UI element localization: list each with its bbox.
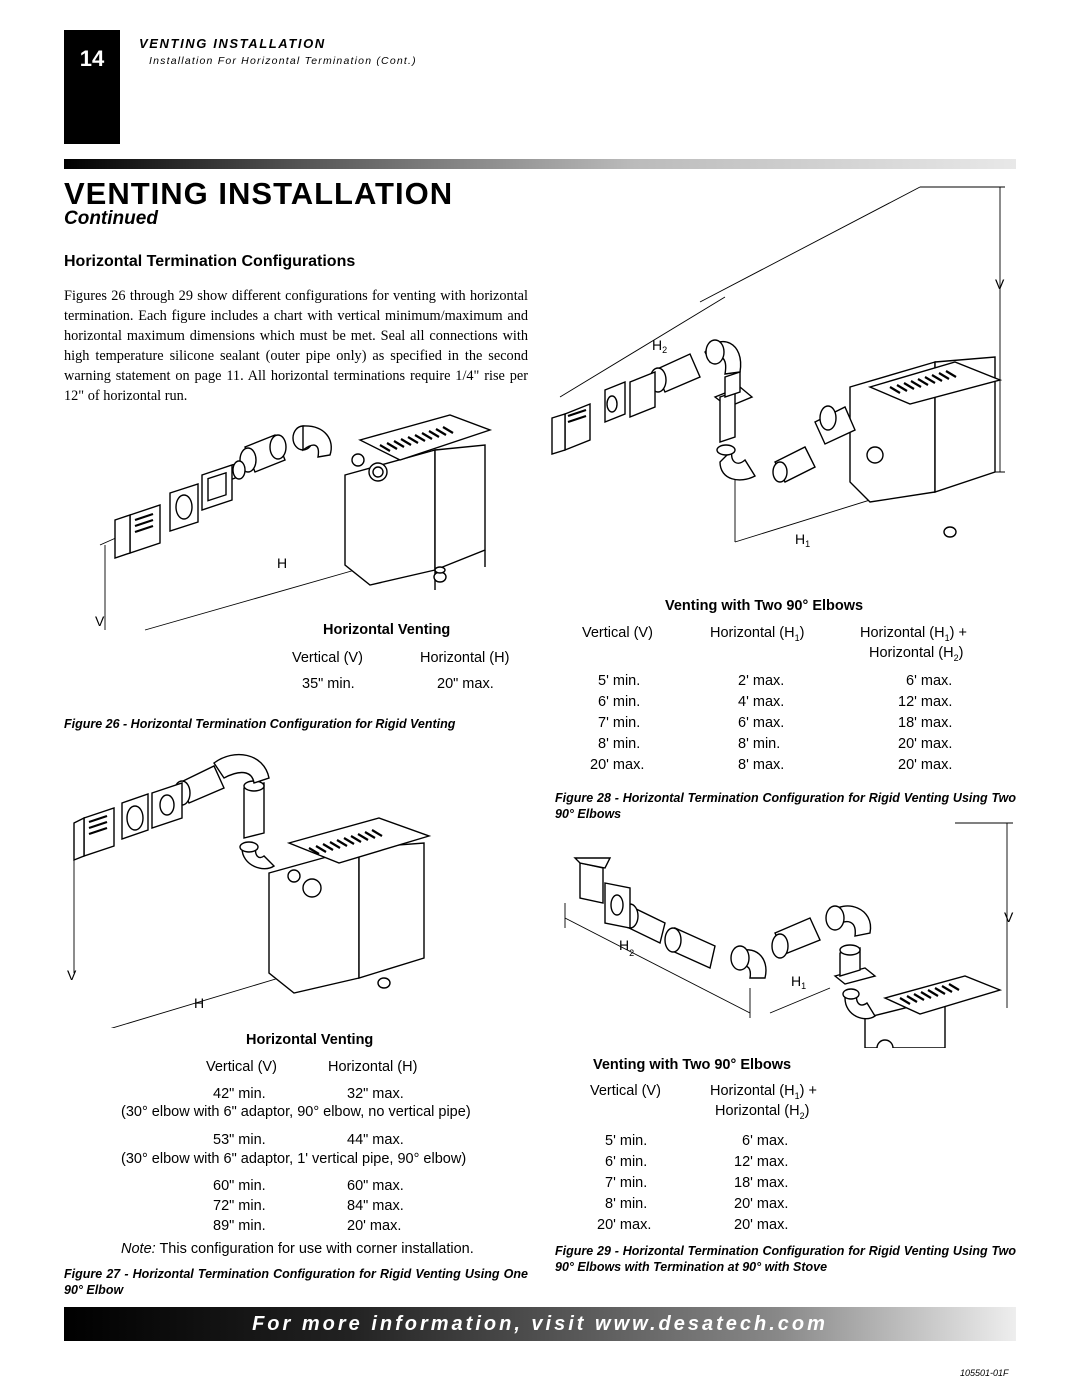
fig28-label-h2-sub: 2 [662,345,668,355]
figure-27-table [110,1030,530,1245]
fig29-col-sum-b-text: Horizontal (H [715,1103,800,1119]
fig29-col-sum-b-end: ) [804,1103,810,1119]
fig29-col-sum-a [710,1083,817,1101]
page-number: 14 [79,46,105,71]
fig28-r4-v: 20' max. [590,757,645,773]
fig27-note-text: This configuration for use with corner installation. [155,1241,474,1257]
fig26-cell-h: 20" max. [437,676,494,692]
fig27-label-v: V [67,967,77,983]
fig28-col-sum-a-end: ) + [949,625,967,641]
figure-27-caption: Figure 27 - Horizontal Termination Configuration for Rigid Venting Using One 90° Elbow [64,1267,528,1297]
fig28-r0-sum: 6' max. [906,673,953,689]
figure-26-diagram [90,405,530,655]
fig27-note-label: Note: [121,1241,156,1257]
fig29-label-h1-text: H [791,973,802,989]
figure-26-caption: Figure 26 - Horizontal Termination Configuration for Rigid Venting [64,717,456,731]
fig27-note1: (30° elbow with 6" adaptor, 90° elbow, no vertical pipe) [121,1104,471,1120]
label-h: H [277,555,288,571]
fig28-col-sum-a [860,625,967,643]
fig29-col-sum-a-end: ) + [799,1083,817,1099]
fig28-label-h2-text: H [652,337,663,353]
section-heading: Horizontal Termination Configurations [64,253,356,270]
section-title: VENTING INSTALLATION [139,36,326,51]
fig26-cell-v: 35" min. [302,676,355,692]
fig29-col-sum-b [715,1103,809,1121]
fig29-label-h2 [619,937,634,958]
fig27-r1-h: 32" max. [347,1086,404,1102]
fig29-r3-v: 8' min. [605,1196,648,1212]
page-number-tab [64,30,120,144]
fig28-col-sum-b-end: ) [958,645,964,661]
fig28-col-sum-b-sub: 2 [953,652,959,663]
fig28-col-vertical: Vertical (V) [582,625,653,641]
fig27-r4-v: 72" min. [213,1198,266,1214]
fig28-col-h1 [710,625,804,643]
fig28-col-h1-sub: 1 [794,632,800,643]
fig27-table-title: Horizontal Venting [246,1032,374,1048]
fig29-r1-v: 6' min. [605,1154,648,1170]
fig28-r1-v: 6' min. [598,694,641,710]
footer-banner[interactable] [64,1307,1016,1341]
fig26-table-title: Horizontal Venting [323,622,451,638]
label-v: V [95,613,105,629]
fig28-label-h2 [652,337,667,355]
fig29-table-title: Venting with Two 90° Elbows [593,1057,792,1073]
fig28-r3-h1: 8' min. [738,736,781,752]
fig28-r1-h1: 4' max. [738,694,785,710]
fig28-label-h1 [795,531,810,549]
fig28-label-v: V [995,276,1005,292]
fig29-r0-sum: 6' max. [742,1133,789,1149]
page-title: VENTING INSTALLATION [64,176,454,211]
fig27-r2-h: 44" max. [347,1132,404,1148]
fig28-col-h1-text: Horizontal (H [710,625,795,641]
fig29-label-h1 [791,973,806,991]
fig29-label-h2-sub: 2 [629,948,635,958]
fig28-col-sum-a-sub: 1 [944,632,950,643]
fig28-r4-sum: 20' max. [898,757,953,773]
figure-29-caption: Figure 29 - Horizontal Termination Configuration for Rigid Venting Using Two 90° Elbows with Termination at 90° with Stove [555,1244,1016,1274]
fig29-label-h1-sub: 1 [801,981,807,991]
fig28-r3-sum: 20' max. [898,736,953,752]
fig28-r2-v: 7' min. [598,715,641,731]
fig29-r2-v: 7' min. [605,1175,648,1191]
fig28-label-h1-sub: 1 [805,539,811,549]
fig27-r4-h: 84" max. [347,1198,404,1214]
fig28-r0-h1: 2' max. [738,673,785,689]
fig27-r3-h: 60" max. [347,1178,404,1194]
fig29-r2-sum: 18' max. [734,1175,789,1191]
fig29-r3-sum: 20' max. [734,1196,789,1212]
fig29-label-v: V [1004,909,1014,925]
fig28-r1-sum: 12' max. [898,694,953,710]
fig27-col-horizontal: Horizontal (H) [328,1059,418,1075]
fig27-r1-v: 42" min. [213,1086,266,1102]
figure-27-diagram [64,748,444,1028]
fig28-col-h1-end: ) [799,625,805,641]
fig28-label-h1-text: H [795,531,806,547]
fig28-col-sum-a-text: Horizontal (H [860,625,945,641]
fig28-col-sum-b [869,645,963,663]
fig26-col-horizontal: Horizontal (H) [420,650,510,666]
figure-28-diagram [540,182,1016,552]
fig28-r3-v: 8' min. [598,736,641,752]
fig29-r0-v: 5' min. [605,1133,648,1149]
fig29-r1-sum: 12' max. [734,1154,789,1170]
fig27-r5-h: 20' max. [347,1218,402,1234]
header-rule [64,159,1016,169]
fig27-note [121,1241,474,1257]
continued-label: Continued [64,208,158,229]
fig27-r2-v: 53" min. [213,1132,266,1148]
figure-28-table [560,594,1016,779]
fig27-r5-v: 89" min. [213,1218,266,1234]
fig26-col-vertical: Vertical (V) [292,650,363,666]
figure-29-diagram [555,818,1016,1048]
intro-paragraph: Figures 26 through 29 show different configurations for venting with horizontal termination. Each figure includes a chart with vertical minimum/maximum and horizontal maximum dimensions which must be met. Seal all connections with high temperature silicone sealant (outer pipe only) as specified in the second warning statement on page 11. All horizontal terminations require 1/4" rise per 12" of horizontal run. [64,288,528,404]
fig28-r0-v: 5' min. [598,673,641,689]
fig27-label-h: H [194,995,205,1011]
subsection-title: Installation For Horizontal Termination (Cont.) [149,55,417,67]
fig29-col-sum-a-text: Horizontal (H [710,1083,795,1099]
figure-26-table [270,620,530,695]
fig29-col-sum-a-sub: 1 [794,1090,800,1101]
fig28-r4-h1: 8' max. [738,757,785,773]
fig28-r2-sum: 18' max. [898,715,953,731]
fig28-r2-h1: 6' max. [738,715,785,731]
fig28-table-title: Venting with Two 90° Elbows [665,598,864,614]
fig29-r4-v: 20' max. [597,1217,652,1233]
footer-banner-text[interactable]: For more information, visit www.desatech.com [252,1313,828,1335]
fig29-r4-sum: 20' max. [734,1217,789,1233]
document-number: 105501-01F [960,1368,1009,1378]
figure-29-table [560,1052,860,1237]
fig29-col-sum-b-sub: 2 [799,1110,805,1121]
fig29-label-h2-text: H [619,937,630,953]
fig29-col-vertical: Vertical (V) [590,1083,661,1099]
fig27-note2: (30° elbow with 6" adaptor, 1' vertical pipe, 90° elbow) [121,1151,467,1167]
fig27-r3-v: 60" min. [213,1178,266,1194]
fig27-col-vertical: Vertical (V) [206,1059,277,1075]
figure-28-caption: Figure 28 - Horizontal Termination Configuration for Rigid Venting Using Two 90° Elbows [555,791,1016,821]
fig28-col-sum-b-text: Horizontal (H [869,645,954,661]
